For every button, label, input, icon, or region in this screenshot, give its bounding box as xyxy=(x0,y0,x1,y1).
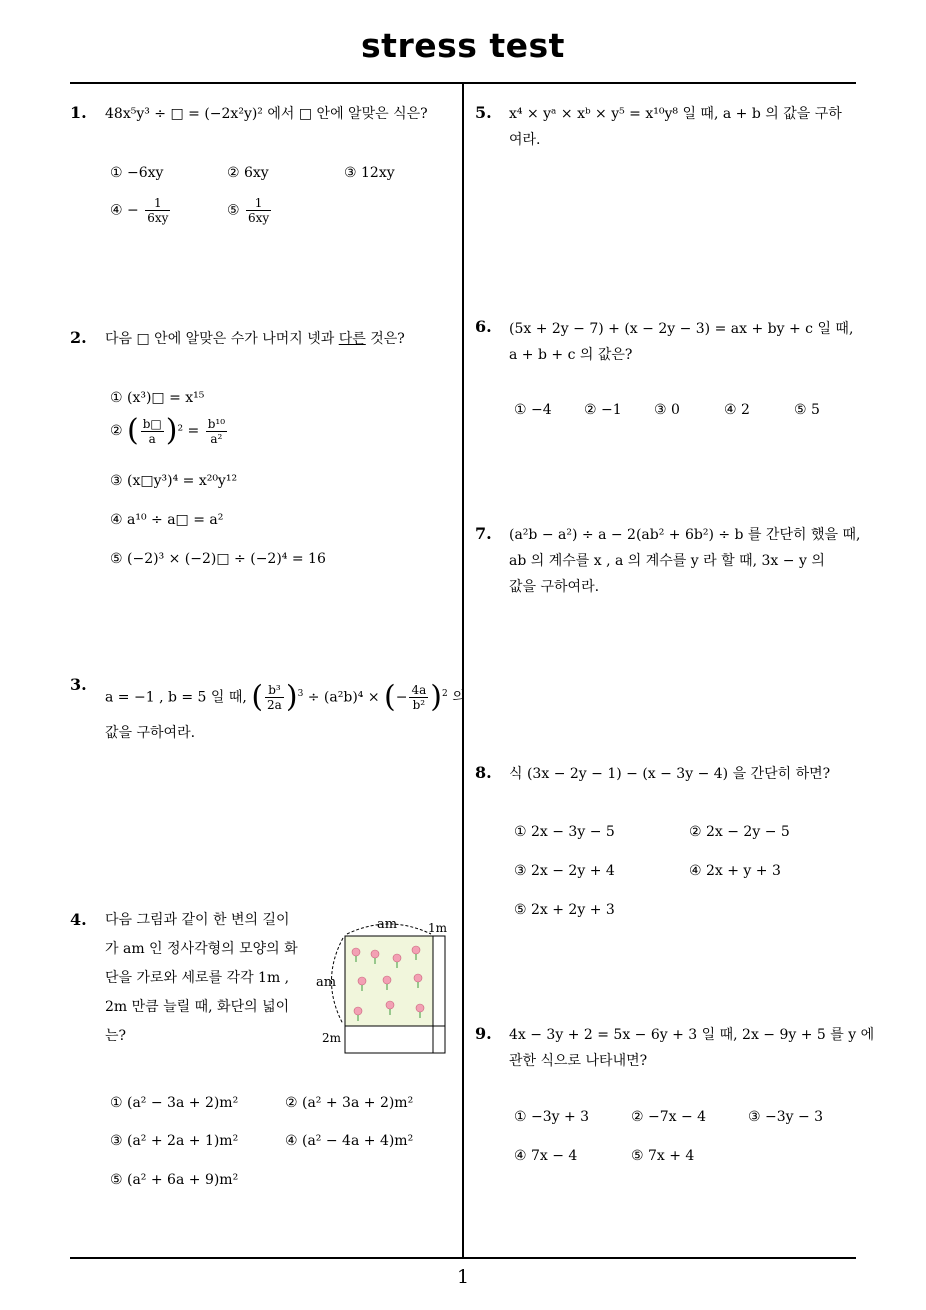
option-5[interactable]: ⑤ 7x + 4 xyxy=(631,1148,695,1164)
question-text: 48x⁵y³ ÷ □ = (−2x²y)² 에서 □ 안에 알맞은 식은? xyxy=(105,106,428,122)
paren: ( xyxy=(127,413,139,448)
question-text-line2: a + b + c 의 값은? xyxy=(509,347,633,363)
option-5[interactable]: ⑤ 5 xyxy=(794,402,820,418)
text-part: a = −1 , b = 5 일 때, xyxy=(105,689,247,706)
numerator: 1 xyxy=(246,196,271,211)
denominator: 2a xyxy=(267,698,282,713)
option-4[interactable]: ④ 7x − 4 xyxy=(514,1148,578,1164)
fraction xyxy=(141,417,164,446)
numerator: b³ xyxy=(265,683,284,698)
question-text-line2: 관한 식으로 나타내면? xyxy=(509,1053,648,1069)
question-number: 2. xyxy=(70,328,87,347)
label-left: am xyxy=(316,975,337,990)
option-5[interactable]: ⑤ 2x + 2y + 3 xyxy=(514,902,615,918)
paren: ( xyxy=(384,679,396,715)
option-2[interactable]: ② −1 xyxy=(584,402,622,418)
exponent-equals: ² = xyxy=(177,423,200,439)
text-part: 다음 □ 안에 알맞은 수가 나머지 넷과 xyxy=(105,331,339,347)
label-bottom-left: 2m xyxy=(322,1031,342,1045)
option-2[interactable]: ② 2x − 2y − 5 xyxy=(689,824,790,840)
question-number: 4. xyxy=(70,910,87,929)
label-right-top: 1m xyxy=(428,921,448,935)
underlined-word: 다른 xyxy=(338,331,366,347)
question-text-line2: 여라. xyxy=(509,132,541,148)
question-text xyxy=(105,672,466,720)
option-prefix: ⑤ xyxy=(227,202,240,219)
option-3[interactable]: ③ 12xy xyxy=(344,165,395,181)
denominator: b² xyxy=(412,698,426,713)
denominator: 6xy xyxy=(248,211,270,225)
option-3[interactable]: ③ 2x − 2y + 4 xyxy=(514,863,615,879)
exponent: 3 xyxy=(297,689,304,699)
question-number: 6. xyxy=(475,317,492,336)
denominator: 6xy xyxy=(147,211,169,225)
option-1[interactable]: ① −3y + 3 xyxy=(514,1109,590,1125)
text-part: 의 xyxy=(452,689,466,706)
question-number: 7. xyxy=(475,524,492,543)
fraction xyxy=(265,683,284,712)
fraction xyxy=(246,196,271,225)
option-3[interactable]: ③ (x□y³)⁴ = x²⁰y¹² xyxy=(110,473,238,489)
fraction xyxy=(409,683,428,712)
question-text-line2: ab 의 계수를 x , a 의 계수를 y 라 할 때, 3x − y 의 xyxy=(509,553,825,569)
text-part: ÷ (a²b)⁴ × xyxy=(307,689,380,706)
question-number: 9. xyxy=(475,1024,492,1043)
fraction xyxy=(206,417,227,446)
garden-figure xyxy=(312,912,458,1056)
option-5[interactable]: ⑤ (a² + 6a + 9)m² xyxy=(110,1172,239,1188)
paren: ( xyxy=(251,679,264,715)
paren: ) xyxy=(285,679,298,715)
bottom-rule xyxy=(70,1257,856,1259)
option-2[interactable]: ② (a² + 3a + 2)m² xyxy=(285,1095,414,1111)
question-text-line1: (5x + 2y − 7) + (x − 2y − 3) = ax + by + c 일 때, xyxy=(509,321,854,337)
numerator: b¹⁰ xyxy=(207,416,226,431)
question-text: 식 (3x − 2y − 1) − (x − 3y − 4) 을 간단히 하면? xyxy=(509,766,831,782)
question-text-line1: 4x − 3y + 2 = 5x − 6y + 3 일 때, 2x − 9y + 5 를 y 에 xyxy=(509,1027,875,1043)
option-4[interactable]: ④ a¹⁰ ÷ a□ = a² xyxy=(110,512,224,528)
label-top: am xyxy=(377,917,398,932)
denominator: a² xyxy=(210,431,223,446)
option-2[interactable] xyxy=(110,413,229,448)
text-part: 것은? xyxy=(365,331,405,347)
exponent: 2 xyxy=(442,689,448,699)
option-2[interactable]: ② 6xy xyxy=(227,165,269,181)
option-5[interactable]: ⑤ (−2)³ × (−2)□ ÷ (−2)⁴ = 16 xyxy=(110,551,326,567)
option-1[interactable]: ① −4 xyxy=(514,402,552,418)
question-number: 3. xyxy=(70,675,87,694)
option-3[interactable]: ③ (a² + 2a + 1)m² xyxy=(110,1133,239,1149)
option-1[interactable]: ① (a² − 3a + 2)m² xyxy=(110,1095,239,1111)
question-text-line1: x⁴ × yᵃ × xᵇ × y⁵ = x¹⁰y⁸ 일 때, a + b 의 값을 구하 xyxy=(509,106,842,122)
question-text xyxy=(105,326,405,352)
option-1[interactable]: ① 2x − 3y − 5 xyxy=(514,824,615,840)
paren: ) xyxy=(430,679,442,715)
paren: ) xyxy=(165,413,178,448)
option-1[interactable]: ① (x³)□ = x¹⁵ xyxy=(110,390,205,406)
option-4[interactable]: ④ (a² − 4a + 4)m² xyxy=(285,1133,414,1149)
option-4[interactable] xyxy=(110,196,172,225)
question-text-line3: 값을 구하여라. xyxy=(509,579,600,595)
option-3[interactable]: ③ −3y − 3 xyxy=(748,1109,824,1125)
option-prefix: ④ − xyxy=(110,202,139,219)
minus-sign: − xyxy=(395,689,408,706)
question-number: 8. xyxy=(475,763,492,782)
fraction xyxy=(145,196,170,225)
page-number: 1 xyxy=(456,1266,470,1288)
question-text-line1: (a²b − a²) ÷ a − 2(ab² + 6b²) ÷ b 를 간단히 했을 때, xyxy=(509,527,861,543)
denominator: a xyxy=(148,431,156,446)
option-prefix: ② xyxy=(110,423,123,439)
question-number: 1. xyxy=(70,103,87,122)
option-4[interactable]: ④ 2 xyxy=(724,402,750,418)
question-text-line2: 값을 구하여라. xyxy=(105,725,196,741)
option-2[interactable]: ② −7x − 4 xyxy=(631,1109,707,1125)
numerator: 1 xyxy=(145,196,170,211)
numerator: b□ xyxy=(142,416,162,431)
option-3[interactable]: ③ 0 xyxy=(654,402,680,418)
question-text: 다음 그림과 같이 한 변의 길이가 am 인 정사각형의 모양의 화단을 가로와 세로를 각각 1m , 2m 만큼 늘릴 때, 화단의 넓이는? xyxy=(105,912,298,1044)
option-4[interactable]: ④ 2x + y + 3 xyxy=(689,863,781,879)
option-1[interactable]: ① −6xy xyxy=(110,165,164,181)
numerator: 4a xyxy=(411,683,427,698)
question-number: 5. xyxy=(475,103,492,122)
option-5[interactable] xyxy=(227,196,273,225)
page-title: stress test xyxy=(361,26,565,65)
